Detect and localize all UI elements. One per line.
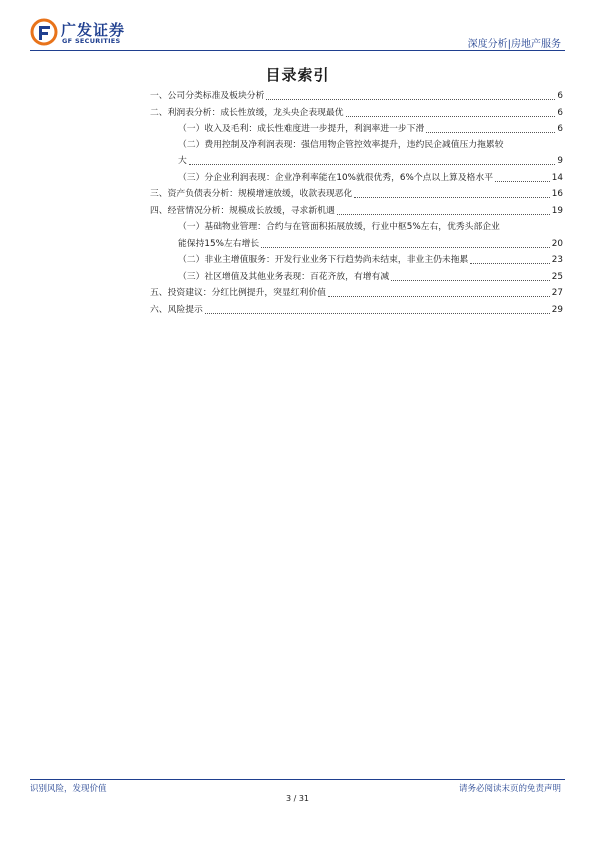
toc-leader-dots xyxy=(328,296,550,297)
header-divider xyxy=(30,50,565,51)
toc-entry-text: 五、投资建议：分红比例提升，突显红利价值 xyxy=(150,288,326,298)
footer-disclaimer-note: 请务必阅读末页的免责声明 xyxy=(458,784,561,794)
page-number: 3 / 31 xyxy=(285,794,310,803)
toc-entry-text: 一、公司分类标准及板块分析 xyxy=(150,91,265,101)
toc-entry[interactable] xyxy=(178,140,506,151)
toc-entry-text: 能保持15%左右增长 xyxy=(178,239,260,249)
toc-entry-text: （二）费用控制及净利润表现：强信用物企管控效率提升，违约民企减值压力拖累较 xyxy=(178,140,504,150)
toc-entry-page: 20 xyxy=(551,239,563,249)
toc-title: 目录索引 xyxy=(265,66,330,84)
toc-entry-text: 三、资产负债表分析：规模增速放缓，收款表现恶化 xyxy=(150,189,353,199)
logo-english-name: GF SECURITIES xyxy=(62,37,121,45)
toc-entry-text: （一）基础物业管理：合约与在管面积拓展放缓，行业中枢5%左右，优秀头部企业 xyxy=(178,222,500,232)
toc-leader-dots xyxy=(346,116,556,117)
toc-entry[interactable] xyxy=(178,255,563,266)
toc-entry[interactable] xyxy=(178,222,502,233)
report-type-label: 深度分析|房地产服务 xyxy=(467,39,561,50)
toc-entry[interactable] xyxy=(150,288,563,299)
toc-leader-dots xyxy=(426,132,555,133)
toc-entry-page: 9 xyxy=(557,156,563,166)
toc-entry-page: 6 xyxy=(557,124,563,134)
toc-entry-text: （三）社区增值及其他业务表现：百花齐放，有增有减 xyxy=(178,272,390,282)
toc-entry[interactable] xyxy=(150,206,563,217)
toc-entry[interactable] xyxy=(150,91,563,102)
toc-entry-text: （三）分企业利润表现：企业净利率能在10%就很优秀，6%个点以上算及格水平 xyxy=(178,173,494,183)
toc-entry[interactable] xyxy=(150,305,563,316)
gf-logo-icon xyxy=(30,18,58,46)
toc-leader-dots xyxy=(354,197,549,198)
toc-leader-dots xyxy=(261,247,550,248)
toc-entry[interactable] xyxy=(150,189,563,200)
toc-entry-text: （二）非业主增值服务：开发行业业务下行趋势尚未结束，非业主仍未拖累 xyxy=(178,255,469,265)
toc-entry-page: 23 xyxy=(551,255,563,265)
toc-entry-text: 四、经营情况分析：规模成长放缓，寻求新机遇 xyxy=(150,206,335,216)
toc-entry-page: 16 xyxy=(551,189,563,199)
toc-entry[interactable] xyxy=(178,173,563,184)
toc-leader-dots xyxy=(495,181,550,182)
toc-leader-dots xyxy=(391,280,550,281)
toc-entry-page: 29 xyxy=(551,305,563,315)
toc-entry-page: 6 xyxy=(557,108,563,118)
toc-entry[interactable] xyxy=(178,272,563,283)
toc-leader-dots xyxy=(266,99,555,100)
toc-leader-dots xyxy=(205,313,550,314)
toc-entry-page: 14 xyxy=(551,173,563,183)
toc-entry-page: 25 xyxy=(551,272,563,282)
toc-entry-page: 27 xyxy=(551,288,563,298)
footer-slogan: 识别风险，发现价值 xyxy=(30,784,107,794)
toc-entry-text: 二、利润表分析：成长性放缓，龙头央企表现最优 xyxy=(150,108,344,118)
toc-entry-text: 大 xyxy=(178,156,187,166)
toc-entry-continuation[interactable] xyxy=(178,156,563,167)
toc-entry-continuation[interactable] xyxy=(178,239,563,250)
toc-entry-page: 19 xyxy=(551,206,563,216)
logo-chinese-name: 广发证券 xyxy=(61,21,126,39)
toc-entry-text: （一）收入及毛利：成长性难度进一步提升，利润率进一步下滑 xyxy=(178,124,425,134)
toc-entry-page: 6 xyxy=(557,91,563,101)
toc-leader-dots xyxy=(337,214,550,215)
toc-entry-text: 六、风险提示 xyxy=(150,305,203,315)
toc-entry[interactable] xyxy=(150,108,563,119)
company-logo xyxy=(30,18,140,48)
toc-leader-dots xyxy=(189,164,556,165)
footer-divider xyxy=(30,779,565,780)
toc-leader-dots xyxy=(470,263,549,264)
toc-entry[interactable] xyxy=(178,124,563,135)
